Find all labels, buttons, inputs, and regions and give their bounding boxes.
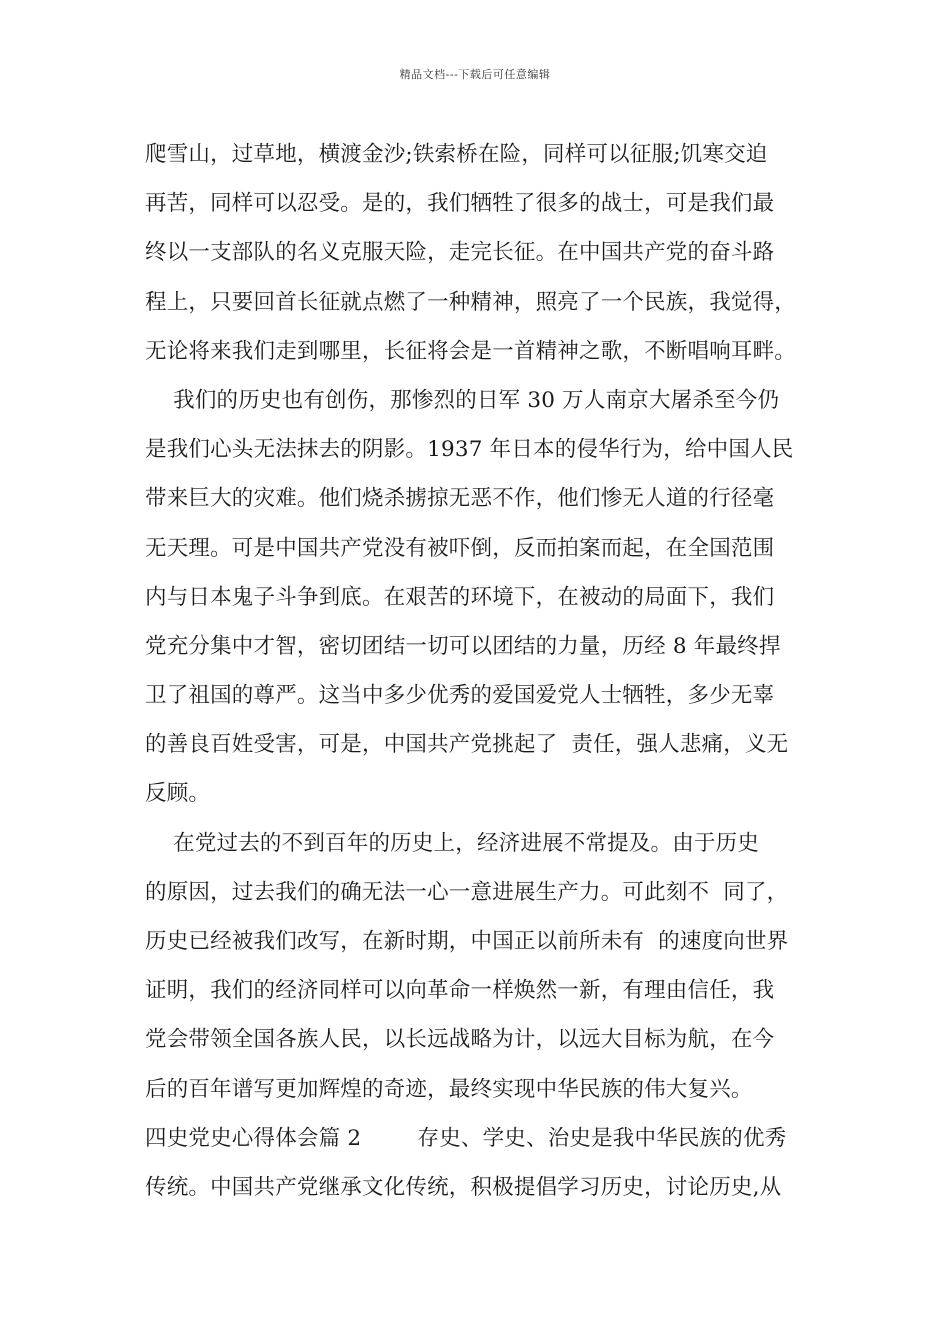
section-heading-line: 四史党史心得体会篇 2 存史、学史、治史是我中华民族的优秀 bbox=[145, 1125, 787, 1151]
text-line: 带来巨大的灾难。他们烧杀掳掠无恶不作，他们惨无人道的行径毫 bbox=[145, 486, 775, 512]
text-line: 无论将来我们走到哪里，长征将会是一首精神之歌，不断唱响耳畔。 bbox=[145, 338, 797, 364]
text-line: 是我们心头无法抹去的阴影。1937 年日本的侵华行为，给中国人民 bbox=[145, 437, 794, 463]
paragraph-start-line: 我们的历史也有创伤，那惨烈的日军 30 万人南京大屠杀至今仍 bbox=[145, 387, 780, 413]
text-line: 的善良百姓受害，可是，中国共产党挑起了 责任，强人悲痛，义无 bbox=[145, 732, 789, 758]
text-line: 证明，我们的经济同样可以向革命一样焕然一新，有理由信任，我 bbox=[145, 978, 775, 1004]
text-line: 后的百年谱写更加辉煌的奇迹，最终实现中华民族的伟大复兴。 bbox=[145, 1076, 753, 1102]
text-line: 程上，只要回首长征就点燃了一种精神，照亮了一个民族，我觉得， bbox=[145, 289, 797, 315]
text-line: 的原因，过去我们的确无法一心一意进展生产力。可此刻不 同了， bbox=[145, 879, 789, 905]
text-line: 无天理。可是中国共产党没有被吓倒，反而拍案而起，在全国范围 bbox=[145, 535, 775, 561]
text-line: 反顾。 bbox=[145, 781, 211, 807]
page-header: 精品文档---下载后可任意编辑 bbox=[399, 68, 551, 81]
paragraph-start-line: 在党过去的不到百年的历史上，经济进展不常提及。由于历史 bbox=[145, 830, 760, 856]
text-line: 党会带领全国各族人民，以长远战略为计，以远大目标为航，在今 bbox=[145, 1027, 775, 1053]
text-line: 传统。中国共产党继承文化传统，积极提倡学习历史，讨论历史,从 bbox=[145, 1174, 782, 1200]
text-line: 终以一支部队的名义克服天险，走完长征。在中国共产党的奋斗路 bbox=[145, 240, 775, 266]
text-line: 内与日本鬼子斗争到底。在艰苦的环境下，在被动的局面下，我们 bbox=[145, 584, 775, 610]
text-line: 历史已经被我们改写，在新时期，中国正以前所未有 的速度向世界 bbox=[145, 929, 789, 954]
text-line: 爬雪山，过草地，横渡金沙;铁索桥在险，同样可以征服;饥寒交迫 bbox=[145, 142, 768, 167]
document-body bbox=[145, 130, 835, 1212]
text-line: 卫了祖国的尊严。这当中多少优秀的爱国爱党人士牺牲，多少无辜 bbox=[145, 683, 775, 709]
text-line: 再苦，同样可以忍受。是的，我们牺牲了很多的战士，可是我们最 bbox=[145, 191, 775, 217]
text-line: 党充分集中才智，密切团结一切可以团结的力量，历经 8 年最终捍 bbox=[145, 633, 781, 659]
